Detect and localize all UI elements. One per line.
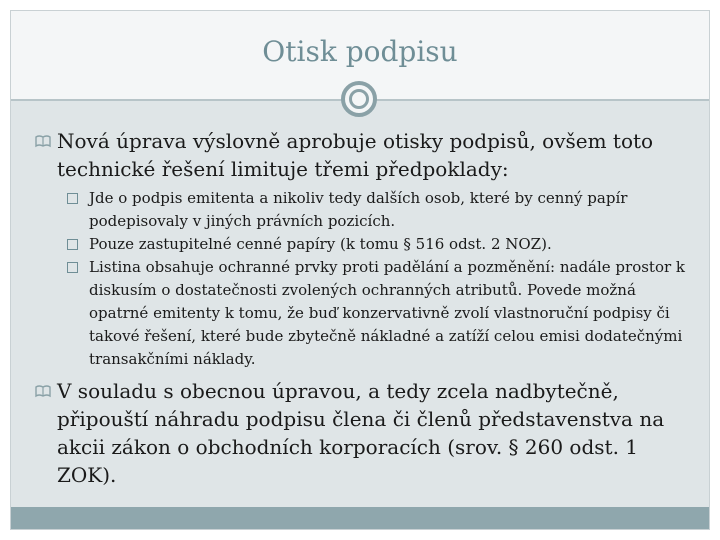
sub-bullet-3 [35, 256, 695, 371]
square-outline-icon [67, 193, 78, 204]
slide-title: Otisk podpisu [262, 35, 458, 68]
ring-ornament-icon [341, 81, 377, 117]
bullet-2 [35, 377, 695, 489]
bullet-1-text: Nová úprava výslovně aprobuje otisky podpisů, ovšem toto technické řešení limituje třemi předpoklady: [57, 129, 654, 181]
sub-bullet-3-text: Listina obsahuje ochranné prvky proti padělání a pozměnění: nadále prostor k diskusím o dostatečnosti zvolených ochranných atributů. Povede možná opatrné emitenty k tomu, že buď konzervativně zvolí vlastnoruční podpisy či takové řešení, které bude zbytečně nákladné a zatíží celou emisi dodatečnými transakčními náklady. [89, 258, 686, 368]
sub-bullet-1 [35, 187, 695, 233]
bullet-1 [35, 127, 695, 183]
slide [10, 10, 710, 530]
sub-bullet-2-text: Pouze zastupitelné cenné papíry (k tomu § 516 odst. 2 NOZ). [89, 235, 552, 253]
sub-bullet-2 [35, 233, 695, 256]
footer-bar [11, 507, 709, 529]
sub-bullet-1-text: Jde o podpis emitenta a nikoliv tedy dalších osob, které by cenný papír podepisovaly v jiných právních pozicích. [89, 189, 628, 230]
square-outline-icon [67, 239, 78, 250]
sub-list [35, 187, 695, 371]
bullet-2-text: V souladu s obecnou úpravou, a tedy zcela nadbytečně, připouští náhradu podpisu člena či členů představenstva na akcii zákon o obchodních korporacích (srov. § 260 odst. 1 ZOK). [57, 379, 665, 487]
slide-body [35, 127, 695, 493]
square-outline-icon [67, 262, 78, 273]
open-book-icon [35, 134, 51, 148]
open-book-icon [35, 384, 51, 398]
